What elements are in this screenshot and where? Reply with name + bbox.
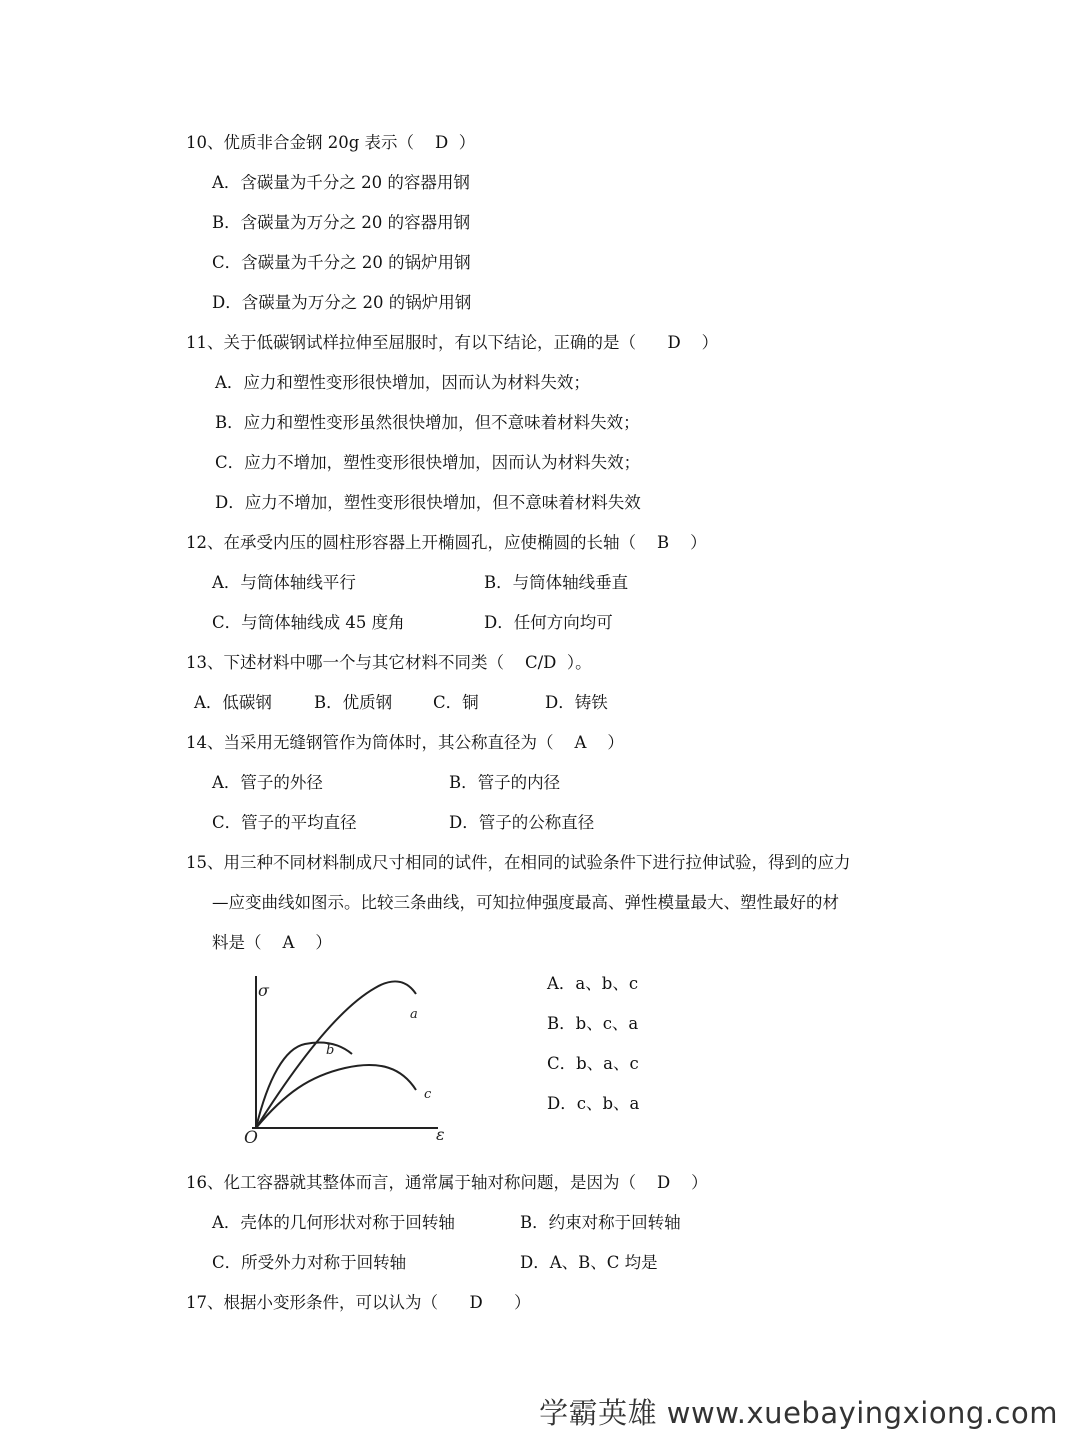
q16-option-c: C．所受外力对称于回转轴 [212,1253,407,1272]
q14-option-c: C．管子的平均直径 [212,813,357,832]
q12-option-d: D．任何方向均可 [484,613,613,632]
q14-option-b: B．管子的内径 [449,773,561,792]
q10-option-d: D．含碳量为万分之 20 的锅炉用钢 [212,293,472,312]
stress-strain-graph [230,968,470,1150]
q14-option-a: A．管子的外径 [212,773,323,792]
q10-option-b: B．含碳量为万分之 20 的容器用钢 [212,213,471,232]
q15-stem-line-2: —应变曲线如图示。比较三条曲线，可知拉伸强度最高、弹性模量最大、塑性最好的材 [212,893,839,912]
q15-option-d: D．c、b、a [547,1094,640,1113]
q11-option-b: B．应力和塑性变形虽然很快增加，但不意味着材料失效； [215,413,640,432]
y-axis-label: σ [258,981,269,1000]
q16-stem: 16、化工容器就其整体而言，通常属于轴对称问题，是因为（ D ） [186,1173,708,1192]
curve-a [256,981,416,1128]
x-axis-label: ε [436,1125,445,1144]
curve-c [256,1065,416,1128]
q10-option-c: C．含碳量为千分之 20 的锅炉用钢 [212,253,471,272]
q14-stem: 14、当采用无缝钢管作为筒体时，其公称直径为（ A ） [186,733,624,752]
q12-option-c: C．与筒体轴线成 45 度角 [212,613,405,632]
q13-option-b: B．优质钢 [314,693,393,712]
q13-option-c: C．铜 [433,693,479,712]
site-watermark: 学霸英雄 www.xuebayingxiong.com [539,1396,1058,1430]
origin-label: O [244,1128,258,1148]
q15-stem-line-3: 料是（ A ） [212,933,332,952]
q12-option-a: A．与筒体轴线平行 [212,573,356,592]
q11-stem: 11、关于低碳钢试样拉伸至屈服时，有以下结论，正确的是（ D ） [186,333,719,352]
q15-option-a: A．a、b、c [547,974,639,993]
q13-stem: 13、下述材料中哪一个与其它材料不同类（ C/D ）。 [186,653,592,672]
q12-stem: 12、在承受内压的圆柱形容器上开椭圆孔，应使椭圆的长轴（ B ） [186,533,707,552]
q14-option-d: D．管子的公称直径 [449,813,595,832]
q16-option-b: B．约束对称于回转轴 [520,1213,681,1232]
q17-stem: 17、根据小变形条件，可以认为（ D ） [186,1293,531,1312]
curve-b-label: b [326,1043,335,1058]
q15-option-c: C．b、a、c [547,1054,639,1073]
q10-option-a: A．含碳量为千分之 20 的容器用钢 [212,173,470,192]
q15-stem-line-1: 15、用三种不同材料制成尺寸相同的试件，在相同的试验条件下进行拉伸试验，得到的应力 [186,853,851,872]
q11-option-d: D．应力不增加，塑性变形很快增加，但不意味着材料失效 [215,493,641,512]
q15-option-b: B．b、c、a [547,1014,639,1033]
q12-option-b: B．与筒体轴线垂直 [484,573,629,592]
q11-option-c: C．应力不增加，塑性变形很快增加，因而认为材料失效； [215,453,641,472]
q13-option-a: A．低碳钢 [194,693,272,712]
q16-option-d: D．A、B、C 均是 [520,1253,658,1272]
curve-c-label: c [424,1087,432,1102]
q13-option-d: D．铸铁 [545,693,608,712]
q10-stem: 10、优质非合金钢 20g 表示（ D ） [186,133,476,152]
q16-option-a: A．壳体的几何形状对称于回转轴 [212,1213,455,1232]
curve-a-label: a [410,1007,418,1022]
q11-option-a: A．应力和塑性变形很快增加，因而认为材料失效； [215,373,590,392]
